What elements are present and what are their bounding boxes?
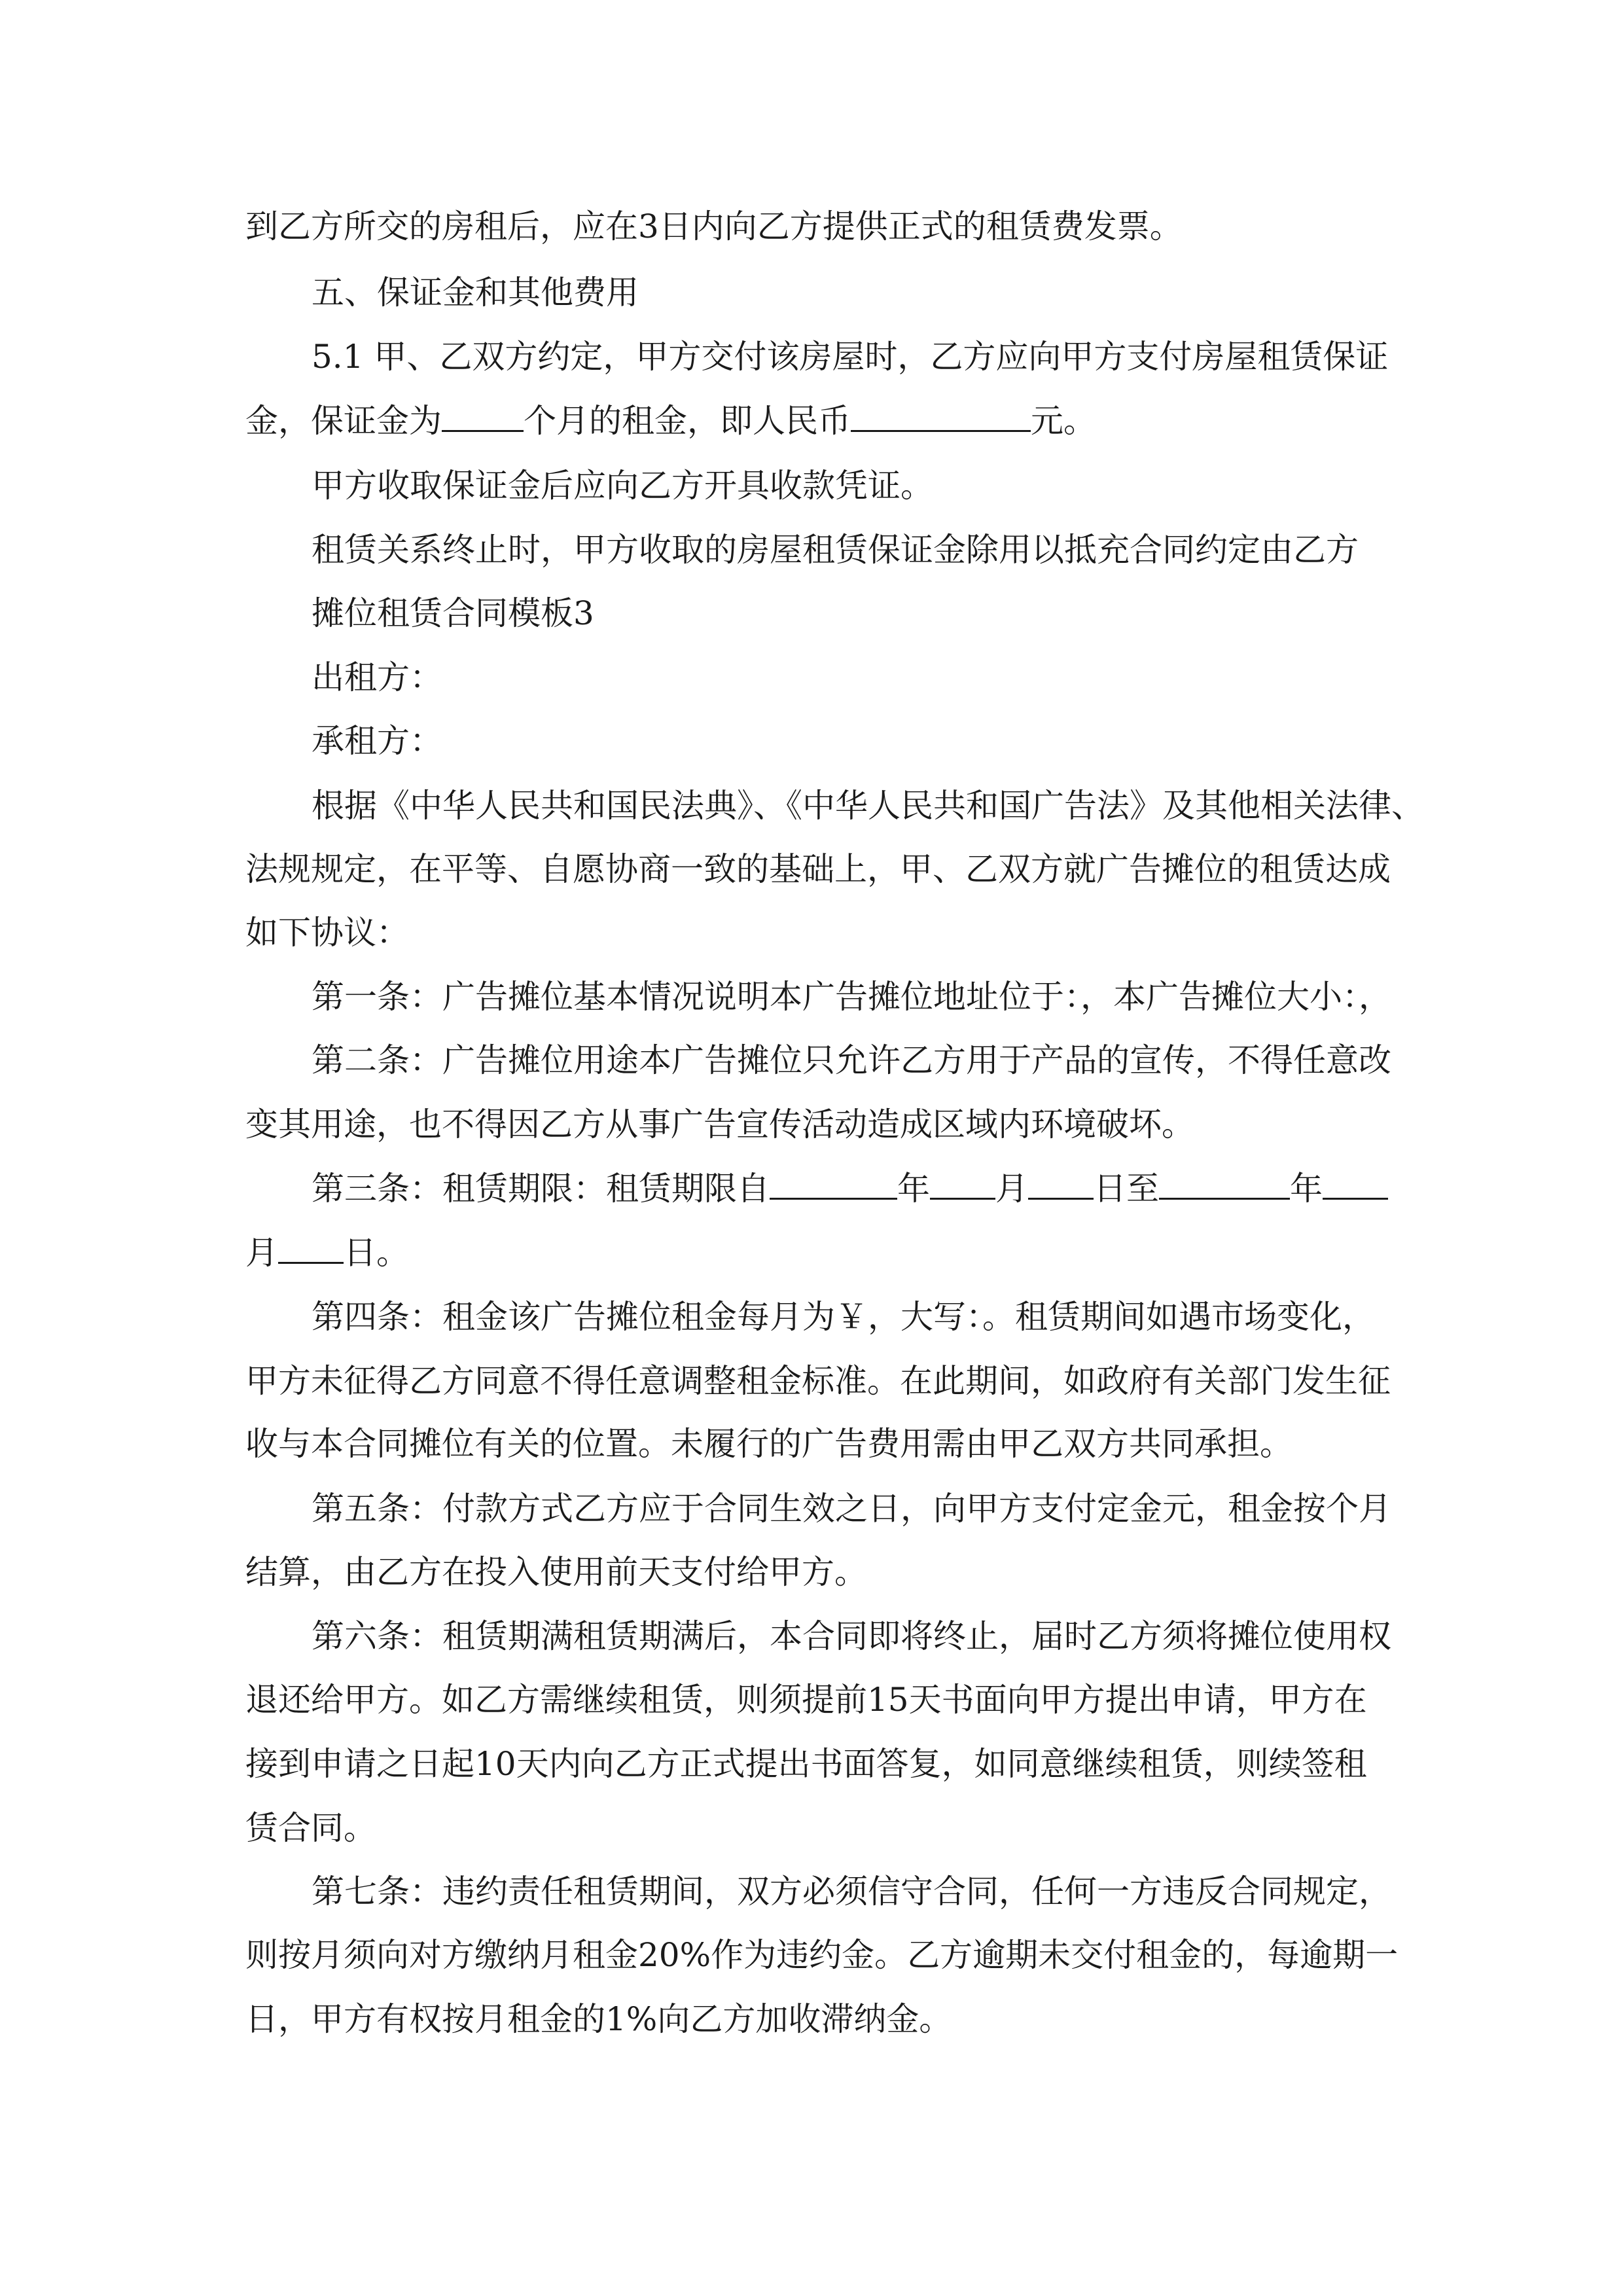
text-line: 甲方未征得乙方同意不得任意调整租金标准。在此期间，如政府有关部门发生征 — [245, 1362, 1391, 1400]
text-line: 到乙方所交的房租后，应在3日内向乙方提供正式的租赁费发票。 — [245, 207, 1183, 245]
term-text: 第三条：租赁期限：租赁期限自 — [312, 1170, 770, 1208]
section-heading: 五、保证金和其他费用 — [312, 274, 639, 312]
term-day-2: 日。 — [344, 1234, 409, 1272]
text-line: 甲方收取保证金后应向乙方开具收款凭证。 — [312, 467, 933, 505]
article-2: 第二条：广告摊位用途本广告摊位只允许乙方用于产品的宣传，不得任意改 — [312, 1041, 1391, 1079]
lessee-label: 承租方： — [312, 722, 442, 760]
text-line: 赁合同。 — [245, 1809, 376, 1847]
term-day-1: 日至 — [1094, 1170, 1159, 1208]
text-line: 法规规定，在平等、自愿协商一致的基础上，甲、乙双方就广告摊位的租赁达成 — [245, 850, 1391, 888]
text-line: 变其用途，也不得因乙方从事广告宣传活动造成区域内环境破坏。 — [245, 1105, 1194, 1143]
deposit-text-1: 金，保证金为 — [245, 402, 442, 440]
text-line: 接到申请之日起10天内向乙方正式提出书面答复，如同意继续租赁，则续签租 — [245, 1745, 1367, 1783]
end-day-blank — [278, 1233, 344, 1264]
article-6: 第六条：租赁期满租赁期满后，本合同即将终止，届时乙方须将摊位使用权 — [312, 1617, 1391, 1655]
start-month-blank — [930, 1169, 995, 1200]
term-line-2 — [245, 1233, 409, 1272]
text-line: 根据《中华人民共和国民法典》、《中华人民共和国广告法》及其他相关法律、 — [312, 787, 1424, 825]
end-year-blank — [1159, 1169, 1290, 1200]
deposit-line — [245, 401, 1096, 440]
start-year-blank — [770, 1169, 897, 1200]
article-3 — [312, 1169, 1388, 1208]
term-year-1: 年 — [897, 1170, 930, 1208]
article-7: 第七条：违约责任租赁期间，双方必须信守合同，任何一方违反合同规定， — [312, 1873, 1391, 1910]
term-month-2: 月 — [245, 1234, 278, 1272]
text-line: 则按月须向对方缴纳月租金20%作为违约金。乙方逾期未交付租金的，每逾期一 — [245, 1936, 1399, 1974]
text-line: 租赁关系终止时，甲方收取的房屋租赁保证金除用以抵充合同约定由乙方 — [312, 531, 1359, 569]
text-line: 收与本合同摊位有关的位置。未履行的广告费用需由甲乙双方共同承担。 — [245, 1425, 1293, 1463]
deposit-text-2: 个月的租金，即人民币 — [524, 402, 851, 440]
deposit-amount-blank — [851, 401, 1031, 432]
article-1: 第一条：广告摊位基本情况说明本广告摊位地址位于：，本广告摊位大小：， — [312, 978, 1391, 1016]
deposit-months-blank — [442, 401, 524, 432]
text-line: 日，甲方有权按月租金的1%向乙方加收滞纳金。 — [245, 2000, 952, 2038]
term-year-2: 年 — [1290, 1170, 1323, 1208]
lessor-label: 出租方： — [312, 658, 442, 696]
start-day-blank — [1028, 1169, 1094, 1200]
end-month-blank — [1323, 1169, 1388, 1200]
term-month-1: 月 — [995, 1170, 1028, 1208]
article-5: 第五条：付款方式乙方应于合同生效之日，向甲方支付定金元，租金按个月 — [312, 1490, 1391, 1528]
text-line: 如下协议： — [245, 914, 409, 952]
text-line: 结算，由乙方在投入使用前天支付给甲方。 — [245, 1553, 867, 1591]
text-line: 退还给甲方。如乙方需继续租赁，则须提前15天书面向甲方提出申请，甲方在 — [245, 1681, 1367, 1719]
text-line: 5.1 甲、乙双方约定，甲方交付该房屋时，乙方应向甲方支付房屋租赁保证 — [312, 338, 1389, 376]
deposit-text-3: 元。 — [1031, 402, 1096, 440]
article-4: 第四条：租金该广告摊位租金每月为￥，大写：。租赁期间如遇市场变化， — [312, 1298, 1375, 1336]
document-title: 摊位租赁合同模板3 — [312, 594, 594, 632]
